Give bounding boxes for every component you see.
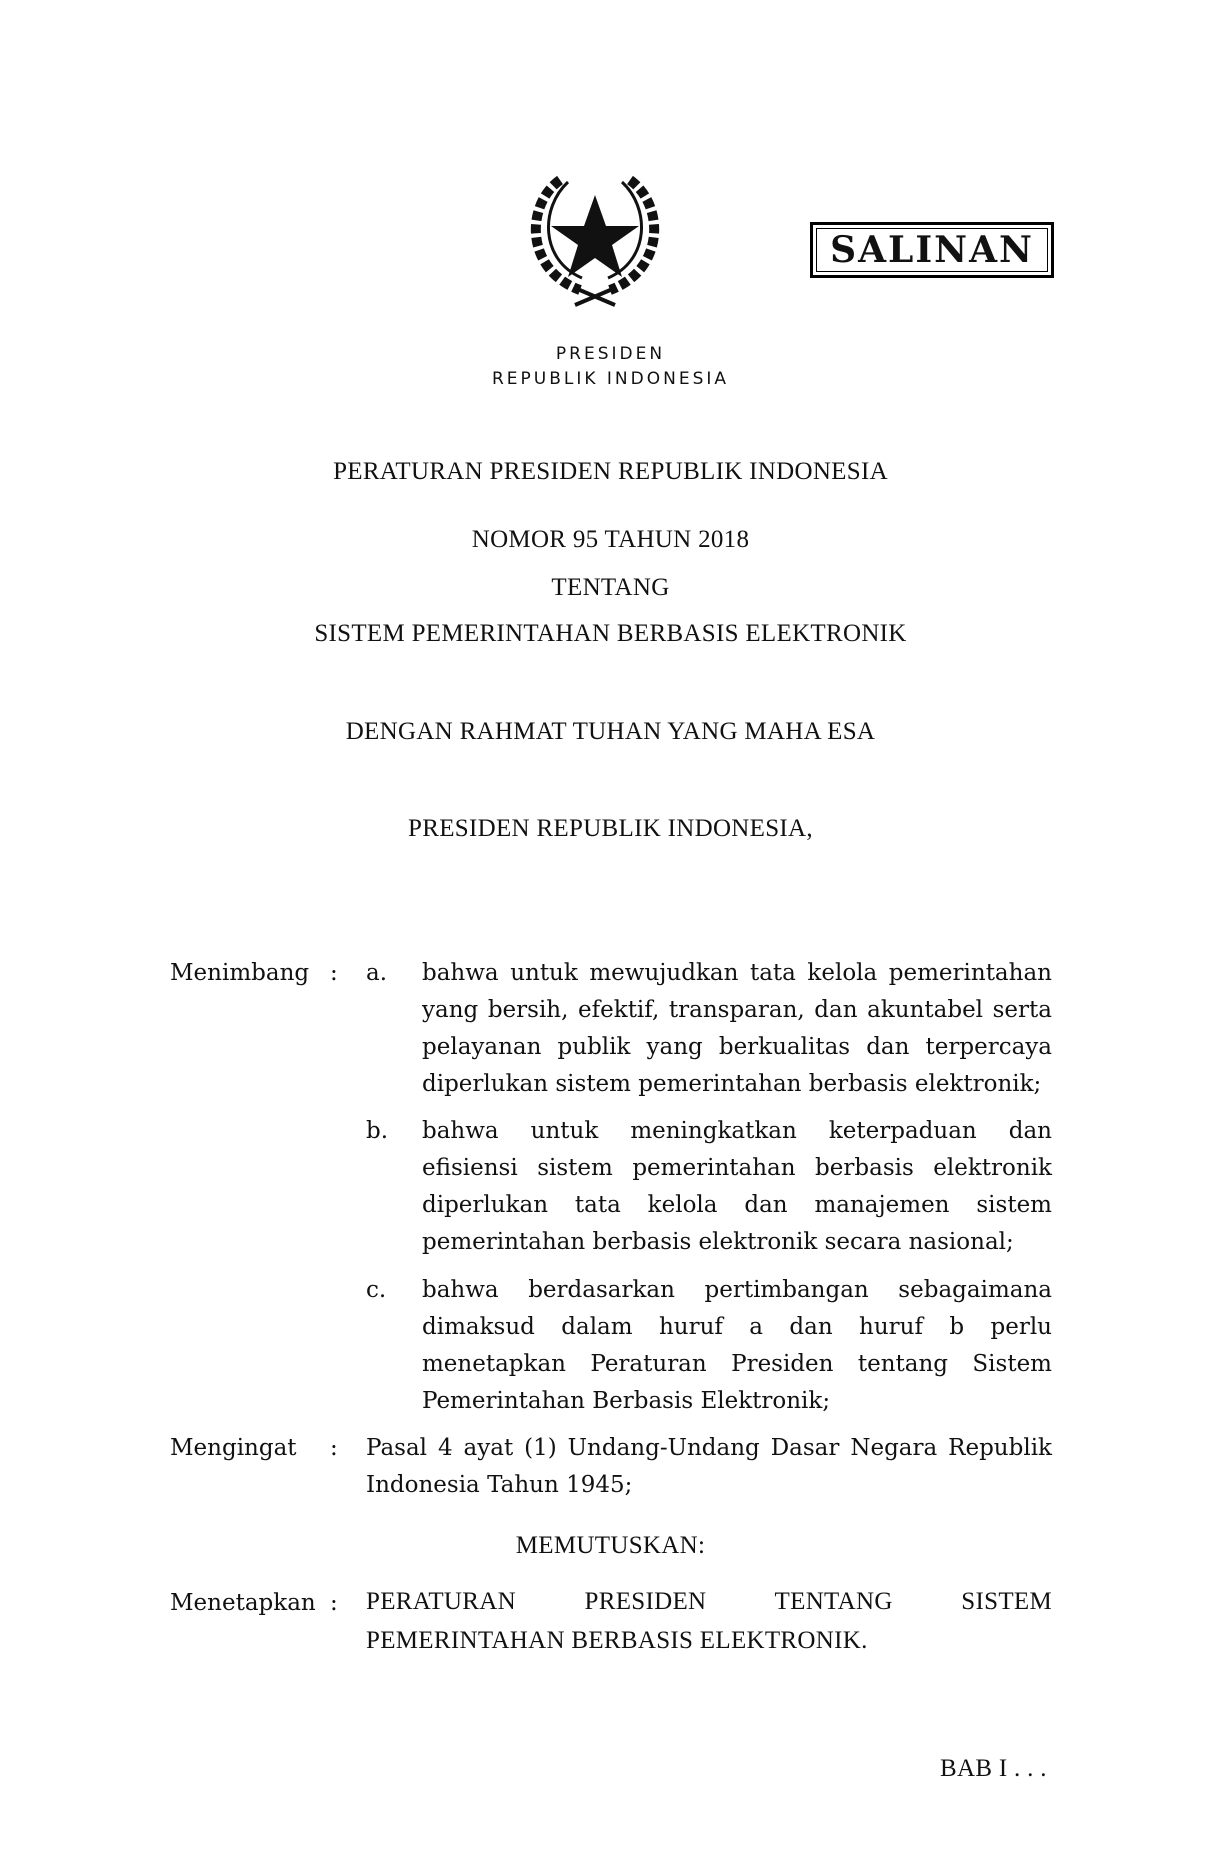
menimbang-item-letter: a. — [366, 960, 388, 986]
document-tentang: TENTANG — [551, 574, 670, 601]
mengingat-label: Mengingat — [170, 1435, 297, 1461]
menimbang-colon: : — [330, 960, 338, 986]
letterhead-republik: REPUBLIK INDONESIA — [491, 369, 730, 389]
menetapkan-line-1: PERATURAN PRESIDEN TENTANG SISTEM — [366, 1588, 1052, 1615]
opening-president: PRESIDEN REPUBLIK INDONESIA, — [408, 815, 813, 842]
menetapkan-line-2: PEMERINTAHAN BERBASIS ELEKTRONIK. — [366, 1627, 868, 1654]
menimbang-item-text: bahwa untuk meningkatkan keterpaduan dan efisiensi sistem pemerintahan berbasis elektronik diperlukan tata kelola dan manajemen sistem pemerintahan berbasis elektronik secara nasional; — [422, 1118, 1052, 1255]
menimbang-item-text: bahwa untuk mewujudkan tata kelola pemerintahan yang bersih, efektif, transparan, dan akuntabel serta pelayanan publik yang berkualitas dan terpercaya diperlukan sistem pemerintahan berbasis elektronik; — [422, 960, 1052, 1097]
mengingat-text: Pasal 4 ayat (1) Undang-Undang Dasar Negara Republik Indonesia Tahun 1945; — [366, 1435, 1052, 1498]
presidential-emblem-icon — [520, 160, 670, 320]
document-subject: SISTEM PEMERINTAHAN BERBASIS ELEKTRONIK — [314, 620, 907, 647]
next-page-marker: BAB I . . . — [940, 1755, 1047, 1782]
mengingat-colon: : — [330, 1435, 338, 1461]
menimbang-item-letter: b. — [366, 1118, 389, 1144]
document-title: PERATURAN PRESIDEN REPUBLIK INDONESIA — [333, 458, 888, 485]
menetapkan-label: Menetapkan — [170, 1590, 316, 1616]
memutuskan-heading: MEMUTUSKAN: — [515, 1532, 706, 1559]
menimbang-item-text: bahwa berdasarkan pertimbangan sebagaimana dimaksud dalam huruf a dan huruf b perlu menetapkan Peraturan Presiden tentang Sistem Pemerintahan Berbasis Elektronik; — [422, 1277, 1052, 1414]
letterhead-presiden: PRESIDEN — [555, 344, 666, 364]
menimbang-label: Menimbang — [170, 960, 310, 986]
menimbang-item-letter: c. — [366, 1277, 387, 1303]
menetapkan-colon: : — [330, 1590, 338, 1616]
salinan-stamp — [810, 222, 1054, 278]
salinan-text: SALINAN — [830, 229, 1034, 271]
opening-rahmat: DENGAN RAHMAT TUHAN YANG MAHA ESA — [345, 718, 876, 745]
document-number: NOMOR 95 TAHUN 2018 — [471, 526, 750, 553]
